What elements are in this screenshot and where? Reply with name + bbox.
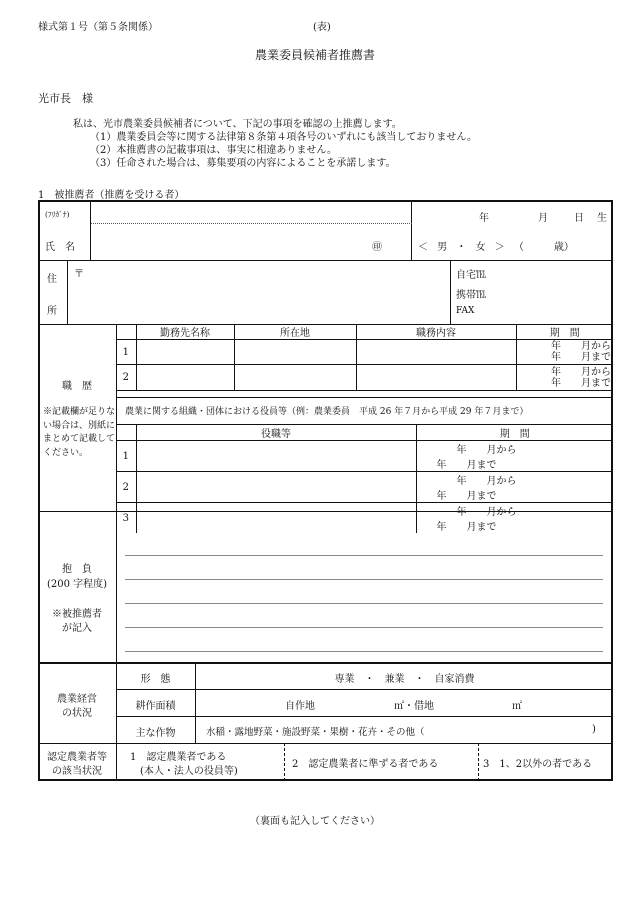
side-label: (表): [313, 22, 331, 33]
name-label: 氏 名: [45, 242, 75, 253]
furigana-label: (ﾌﾘｶﾞﾅ): [45, 210, 70, 219]
furigana-field[interactable]: [91, 200, 412, 224]
col-role: 役職等: [136, 425, 416, 441]
birth-month: 月: [538, 213, 548, 224]
org-from: 年 月から: [456, 476, 517, 487]
aspiration-note: ※被推薦者: [52, 609, 102, 620]
org-from: 年 月から: [456, 507, 517, 518]
aspiration-label: 抱 負: [62, 564, 92, 575]
org-to: 年 月まで: [436, 522, 497, 533]
address-label: 住: [47, 274, 57, 285]
form-number: 様式第１号（第５条関係）: [38, 22, 158, 33]
aspiration-length: (200 字程度): [46, 579, 108, 590]
intro-item-2: （2）本推薦書の記載事項は、事実に相違ありません。: [90, 145, 337, 156]
col-employer: 勤務先名称: [136, 324, 234, 340]
col-period: 期 間: [516, 324, 613, 340]
address-field[interactable]: [85, 263, 445, 321]
table-row: [116, 365, 613, 391]
section-heading: 1 被推薦者（推薦を受ける者）: [38, 190, 185, 201]
employer-cell[interactable]: [136, 340, 234, 365]
mobile-tel-label: 携帯℡: [456, 290, 486, 301]
location-cell[interactable]: [234, 340, 356, 365]
certified-label-2: の該当状況: [52, 766, 102, 777]
crops-options[interactable]: 水稲・露地野菜・施設野菜・果樹・花卉・その他（: [206, 727, 425, 738]
area-unit: ㎡: [512, 701, 522, 712]
period-from: 年 月から: [551, 366, 611, 378]
aspiration-field[interactable]: [125, 518, 603, 656]
address-label-2: 所: [47, 306, 57, 317]
aspiration-note-2: が記入: [62, 623, 92, 634]
birth-year: 年: [479, 213, 489, 224]
col-duties: 職務内容: [356, 324, 516, 340]
crops-label: 主な作物: [135, 728, 176, 739]
fax-label: FAX: [456, 306, 475, 316]
birth-suffix: 生: [597, 213, 607, 224]
option-certified-sub: (本人・法人の役員等): [140, 766, 238, 777]
org-table: [116, 424, 613, 533]
org-to: 年 月まで: [436, 491, 497, 502]
period-from: 年 月から: [551, 341, 611, 352]
form-options[interactable]: 専業 ・ 兼業 ・ 自家消費: [334, 674, 475, 685]
row-number: 2: [116, 472, 136, 503]
col-location: 所在地: [234, 324, 356, 340]
row-number: 2: [116, 365, 136, 391]
org-from: 年 月から: [456, 445, 517, 456]
duties-cell[interactable]: [356, 365, 516, 391]
period-to: 年 月まで: [551, 377, 611, 389]
intro-item-1: （1）農業委員会等に関する法律第８条第４項各号のいずれにも該当しておりません。: [90, 132, 477, 143]
option-quasi-certified[interactable]: 2 認定農業者に準ずる者である: [292, 759, 439, 770]
certified-label: 認定農業者等: [47, 752, 107, 763]
area-lease-label: ㎡・借地: [394, 701, 434, 712]
duties-cell[interactable]: [356, 340, 516, 365]
org-caption: 農業に関する組織・団体における役員等（例：農業委員 平成 26 年７月から平成 29 年７月まで）: [125, 407, 529, 417]
career-note: ※記載欄が足りない場合は、別紙にまとめて記載してください。: [43, 407, 116, 458]
area-own-label: 自作地: [285, 701, 315, 712]
period-to: 年 月まで: [551, 352, 611, 363]
employer-cell[interactable]: [136, 365, 234, 391]
sex-age[interactable]: ＜ 男 ・ 女 ＞ （ 歳）: [418, 242, 574, 253]
farming-label-2: の状況: [62, 708, 92, 719]
farming-label: 農業経営: [57, 694, 97, 705]
table-row: [116, 472, 613, 503]
form-label: 形 態: [140, 674, 171, 685]
name-field[interactable]: [93, 228, 363, 252]
table-row: [116, 340, 613, 365]
role-cell[interactable]: [136, 441, 416, 472]
home-tel-label: 自宅℡: [456, 270, 486, 281]
table-row: [116, 441, 613, 472]
org-to: 年 月まで: [436, 460, 497, 471]
col-org-period: 期 間: [416, 425, 613, 441]
row-number: 1: [116, 441, 136, 472]
row-number: 1: [116, 340, 136, 365]
option-certified[interactable]: 1 認定農業者である: [130, 752, 227, 763]
role-cell[interactable]: [136, 472, 416, 503]
seal-mark: ㊞: [372, 242, 382, 253]
footer-note: （裏面も記入してください）: [250, 816, 380, 827]
addressee: 光市長 様: [38, 92, 93, 105]
crops-close: ): [592, 724, 596, 735]
employment-table: [116, 324, 613, 391]
option-other[interactable]: 3 1、2以外の者である: [483, 759, 593, 770]
birth-day: 日: [574, 213, 584, 224]
intro-text: 私は、光市農業委員候補者について、下記の事項を確認の上推薦します。: [73, 119, 402, 130]
area-label: 耕作面積: [135, 701, 176, 712]
postal-mark: 〒: [74, 269, 84, 280]
page-title: 農業委員候補者推薦書: [254, 48, 375, 62]
career-label: 職 歴: [62, 381, 92, 392]
location-cell[interactable]: [234, 365, 356, 391]
row-number: 3: [116, 503, 136, 534]
intro-item-3: （3）任命された場合は、募集要項の内容によることを承諾します。: [90, 158, 396, 169]
